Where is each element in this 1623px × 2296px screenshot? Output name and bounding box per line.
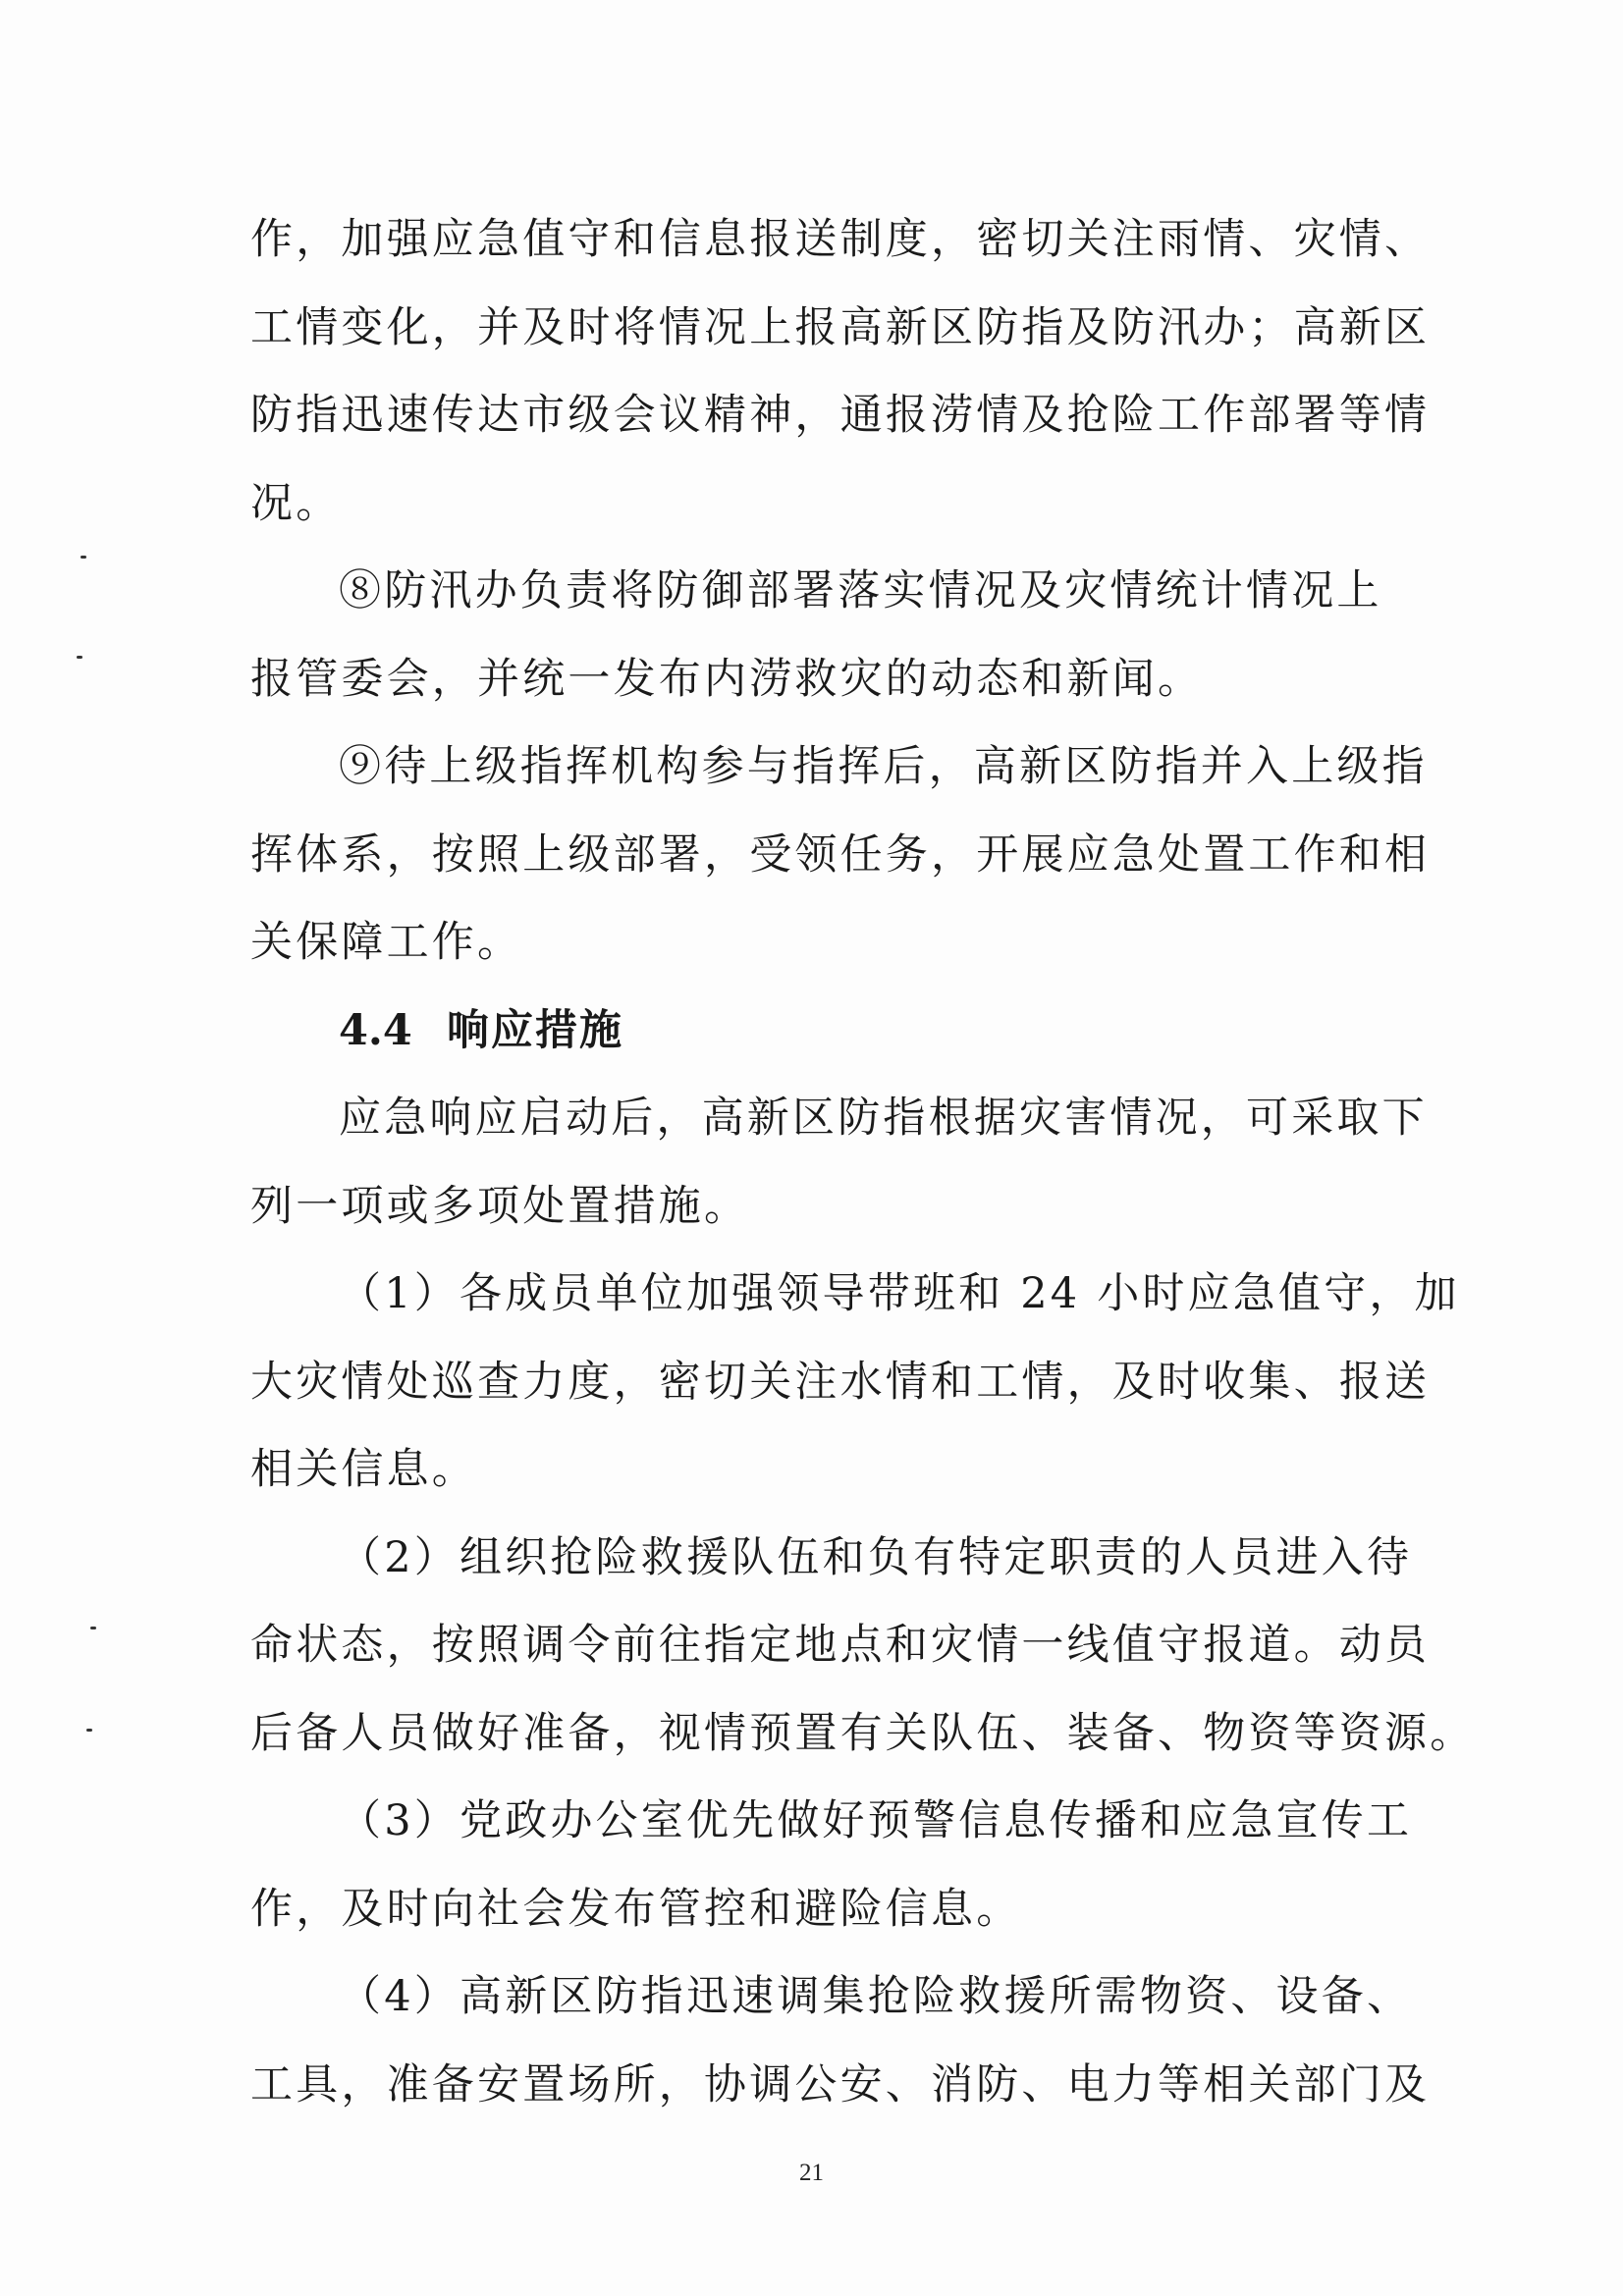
text-line: 报管委会，并统一发布内涝救灾的动态和新闻。 bbox=[250, 654, 1204, 704]
section-title: 响应措施 bbox=[447, 1005, 623, 1055]
paragraph bbox=[250, 1251, 1460, 1515]
text-line: 后备人员做好准备，视情预置有关队伍、装备、物资等资源。 bbox=[250, 1708, 1476, 1758]
paragraph bbox=[250, 1953, 1431, 2129]
text-line: 工情变化，并及时将情况上报高新区防指及防汛办；高新区 bbox=[250, 302, 1431, 352]
paragraph bbox=[250, 1075, 1428, 1251]
text-line: 应急响应启动后，高新区防指根据灾害情况，可采取下 bbox=[339, 1094, 1428, 1143]
text-line: 防指迅速传达市级会议精神，通报涝情及抢险工作部署等情 bbox=[250, 391, 1431, 440]
text-line: 况。 bbox=[250, 478, 342, 528]
paragraph bbox=[250, 723, 1431, 988]
text-line: ⑨待上级指挥机构参与指挥后，高新区防指并入上级指 bbox=[339, 742, 1428, 791]
page-number: 21 bbox=[799, 2160, 824, 2186]
text-line: 作，及时向社会发布管控和避险信息。 bbox=[250, 1884, 1022, 1934]
paragraph bbox=[250, 548, 1389, 723]
scan-speck bbox=[90, 1627, 96, 1629]
paragraph bbox=[250, 1778, 1413, 1953]
text-line: （3）党政办公室优先做好预警信息传播和应急宣传工 bbox=[339, 1796, 1413, 1845]
scan-speck bbox=[86, 1729, 92, 1732]
text-line: （1）各成员单位加强领导带班和 24 小时应急值守，加 bbox=[339, 1269, 1460, 1318]
text-line: 挥体系，按照上级部署，受领任务，开展应急处置工作和相 bbox=[250, 829, 1431, 880]
body-text bbox=[250, 196, 1476, 2129]
text-line: 工具，准备安置场所，协调公安、消防、电力等相关部门及 bbox=[250, 2059, 1431, 2109]
text-line: （4）高新区防指迅速调集抢险救援所需物资、设备、 bbox=[339, 1972, 1413, 2021]
text-line: ⑧防汛办负责将防御部署落实情况及灾情统计情况上 bbox=[339, 566, 1382, 615]
text-line: 作，加强应急值守和信息报送制度，密切关注雨情、灾情、 bbox=[250, 215, 1431, 264]
text-line: （2）组织抢险救援队伍和负有特定职责的人员进入待 bbox=[339, 1532, 1413, 1582]
section-number: 4.4 bbox=[339, 1005, 412, 1055]
text-line: 列一项或多项处置措施。 bbox=[250, 1181, 750, 1231]
paragraph bbox=[250, 196, 1431, 548]
text-line: 命状态，按照调令前往指定地点和灾情一线值守报道。动员 bbox=[250, 1621, 1431, 1670]
paragraph bbox=[250, 1515, 1476, 1779]
text-line: 相关信息。 bbox=[250, 1445, 477, 1494]
scan-speck bbox=[81, 556, 86, 559]
text-line: 关保障工作。 bbox=[250, 918, 523, 967]
scan-speck bbox=[77, 656, 82, 659]
text-line: 大灾情处巡查力度，密切关注水情和工情，及时收集、报送 bbox=[250, 1357, 1431, 1407]
section-heading bbox=[250, 988, 1389, 1076]
